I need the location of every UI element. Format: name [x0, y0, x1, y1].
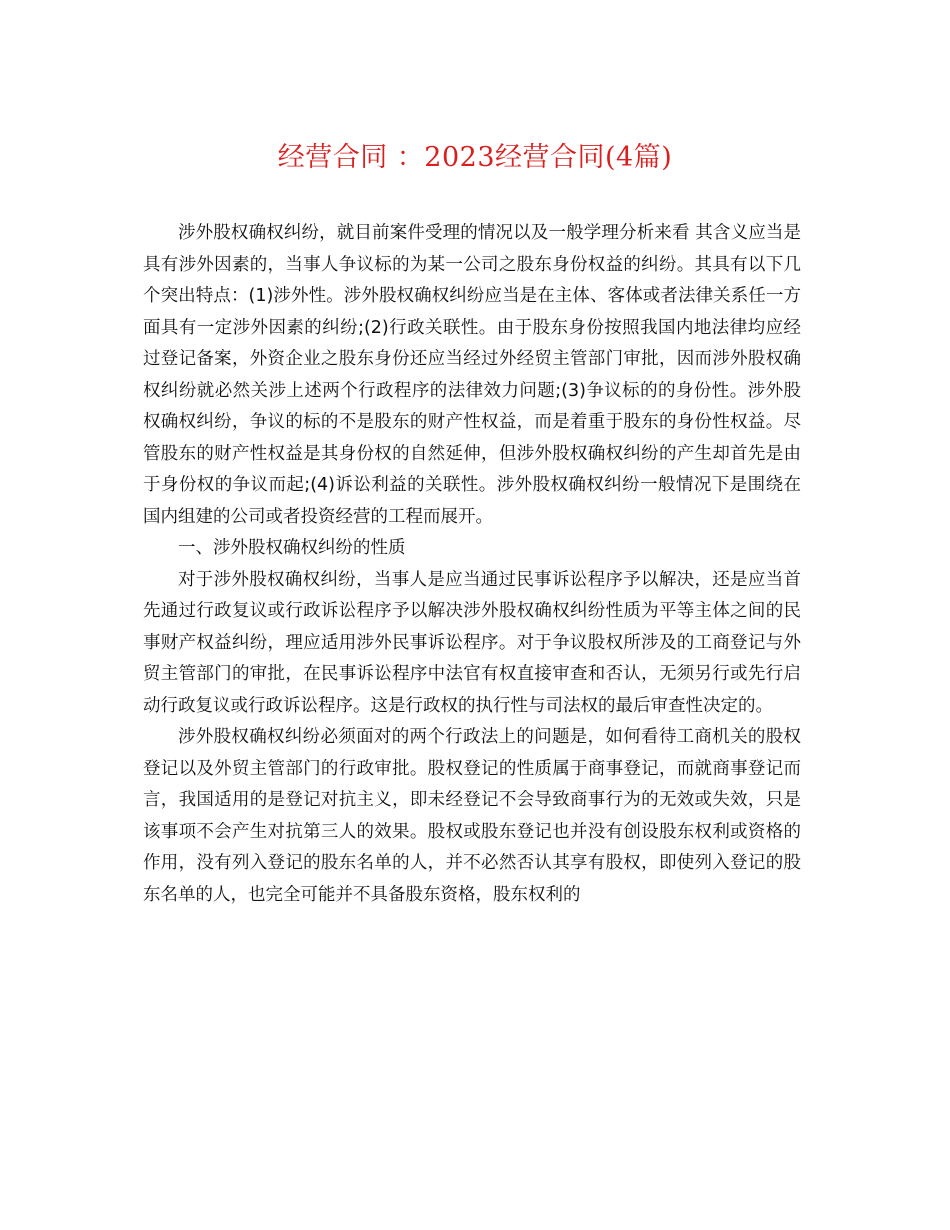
paragraph-nature: 对于涉外股权确权纠纷，当事人是应当通过民事诉讼程序予以解决，还是应当首先通过行政复议或行政诉讼程序予以解决涉外股权确权纠纷性质为平等主体之间的民事财产权益纠纷，理应适用涉外民事诉讼程序。对于争议股权所涉及的工商登记与外贸主管部门的审批，在民事诉讼程序中法官有权直接审查和否认，无须另行或先行启动行政复议或行政诉讼程序。这是行政权的执行性与司法权的最后审查性决定的。: [143, 569, 801, 716]
paragraph-intro: 涉外股权确权纠纷，就目前案件受理的情况以及一般学理分析来看 其含义应当是具有涉外因素的，当事人争议标的为某一公司之股东身份权益的纠纷。其具有以下几个突出特点：(1)涉外性。涉外股权确权纠纷应当是在主体、客体或者法律关系任一方面具有一定涉外因素的纠纷;(2)行政关联性。由于股东身份按照我国内地法律均应经过登记备案，外资企业之股东身份还应当经过外经贸主管部门审批，因而涉外股权确权纠纷就必然关涉上述两个行政程序的法律效力问题;(3)争议标的的身份性。涉外股权确权纠纷，争议的标的不是股东的财产性权益，而是着重于股东的身份性权益。尽管股东的财产性权益是其身份权的自然延伸，但涉外股权确权纠纷的产生却首先是由于身份权的争议而起;(4)诉讼利益的关联性。涉外股权确权纠纷一般情况下是围绕在国内组建的公司或者投资经营的工程而展开。: [143, 223, 801, 527]
document-title: 经营合同 ：2023经营合同(4篇): [277, 142, 673, 173]
document-body: [143, 218, 801, 911]
paragraph-administrative-issues: 涉外股权确权纠纷必须面对的两个行政法上的问题是，如何看待工商机关的股权登记以及外贸主管部门的行政审批。股权登记的性质属于商事登记，而就商事登记而言，我国适用的是登记对抗主义，即未经登记不会导致商事行为的无效或失效，只是该事项不会产生对抗第三人的效果。股权或股东登记也并没有创设股东权利或资格的作用，没有列入登记的股东名单的人，并不必然否认其享有股权，即使列入登记的股东名单的人，也完全可能并不具备股东资格，股东权利的: [143, 727, 801, 905]
section-heading: 一、涉外股权确权纠纷的性质: [178, 538, 406, 558]
